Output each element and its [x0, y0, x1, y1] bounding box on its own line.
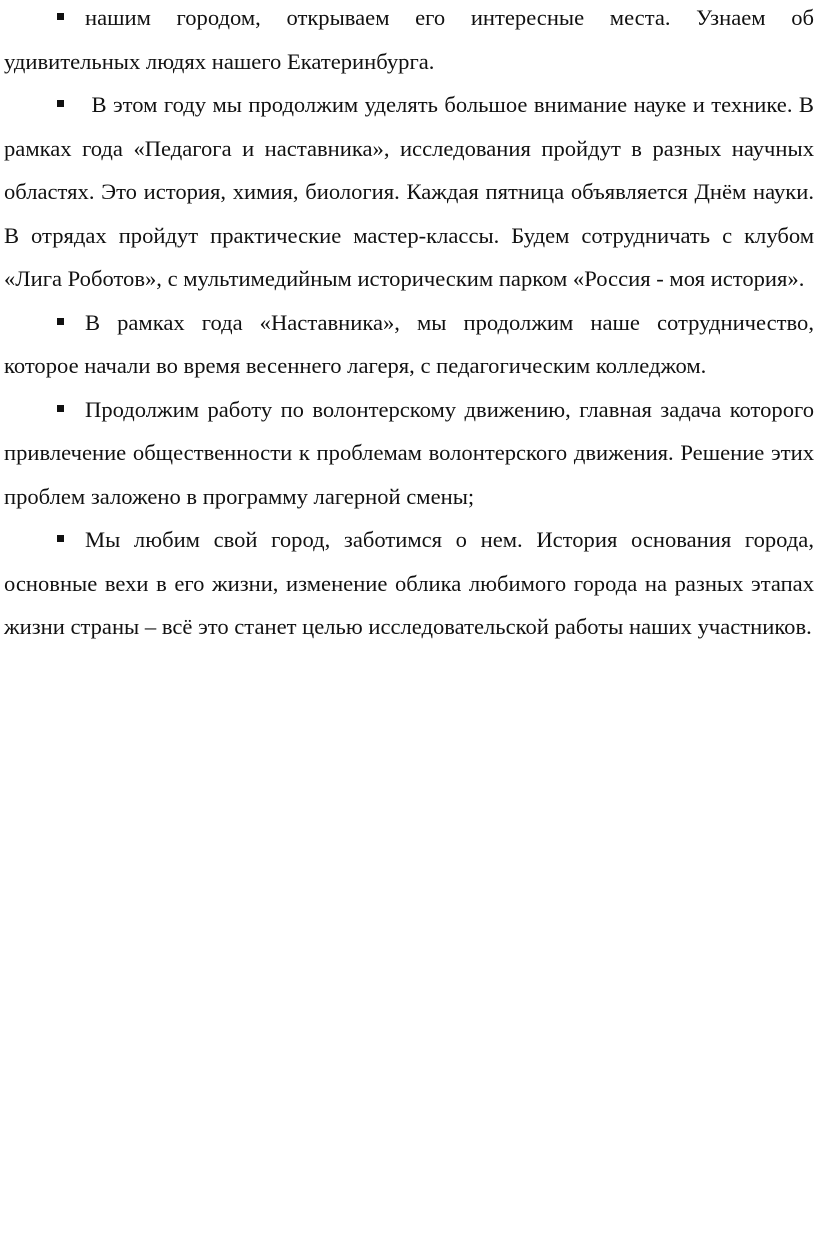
bullet-item-4	[4, 388, 814, 519]
bullet-item-1-text: нашим городом, открываем его интересные места. Узнаем об удивительных людях нашего Екатеринбурга.	[4, 5, 814, 74]
bullet-item-3-text: В рамках года «Наставника», мы продолжим наше сотрудничество, которое начали во время весеннего лагеря, с педагогическим колледжом.	[4, 309, 814, 378]
bullet-item-5-text: Мы любим свой город, заботимся о нем. История основания города, основные вехи в его жизни, изменение облика любимого города на разных этапах жизни страны – всё это станет целью исследовательской работы наших участников.	[4, 527, 814, 639]
bullet-item-4-text: Продолжим работу по волонтерскому движению, главная задача которого привлечение общественности к проблемам волонтерского движения. Решение этих проблем заложено в программу лагерной смены;	[4, 396, 814, 509]
bullet-item-1	[4, 0, 814, 83]
bullet-item-2	[4, 83, 814, 301]
square-bullet-icon	[57, 405, 64, 412]
document-body	[4, 0, 814, 649]
square-bullet-icon	[57, 535, 64, 542]
square-bullet-icon	[57, 100, 64, 107]
square-bullet-icon	[57, 13, 64, 20]
bullet-item-3	[4, 301, 814, 388]
bullet-item-2-text: В этом году мы продолжим уделять большое внимание науке и технике. В рамках года «Педагога и наставника», исследования пройдут в разных научных областях. Это история, химия, биология. Каждая пятница объявляется Днём науки. В отрядах пройдут практические мастер-классы. Будем сотрудничать с клубом «Лига Роботов», с мультимедийным историческим парком «Россия - моя история».	[4, 92, 814, 291]
bullet-item-5	[4, 518, 814, 649]
square-bullet-icon	[57, 318, 64, 325]
